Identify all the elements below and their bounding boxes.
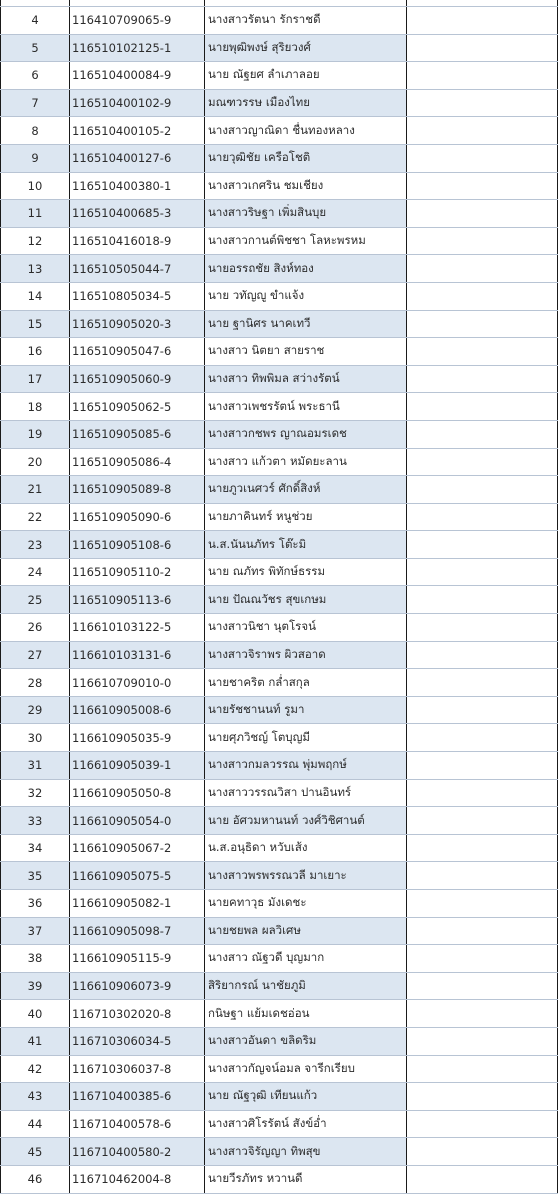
table-row[interactable] (1, 393, 558, 421)
table-row[interactable] (1, 779, 558, 807)
table-row[interactable] (1, 227, 558, 255)
row-number-cell[interactable]: 44 (1, 1110, 70, 1138)
student-id-cell[interactable]: 116610906073-9 (70, 972, 205, 1000)
table-row[interactable] (1, 917, 558, 945)
student-id-cell[interactable]: 116610103131-6 (70, 641, 205, 669)
student-id-cell[interactable]: 116510505044-7 (70, 255, 205, 283)
student-name-cell[interactable]: นายวุฒิชัย เครือโชติ (205, 144, 407, 172)
student-id-cell[interactable]: 116510400127-6 (70, 144, 205, 172)
student-id-cell[interactable]: 116510905110-2 (70, 558, 205, 586)
empty-cell[interactable] (407, 696, 558, 724)
student-id-cell[interactable]: 116510400102-9 (70, 89, 205, 117)
student-name-cell[interactable]: นางสาววรรณวิสา ปานอินทร์ (205, 779, 407, 807)
empty-cell[interactable] (407, 1055, 558, 1083)
table-row[interactable] (1, 144, 558, 172)
row-number-cell[interactable]: 15 (1, 310, 70, 338)
student-name-cell[interactable]: กนิษฐา แย้มเดชอ่อน (205, 1000, 407, 1028)
table-row[interactable] (1, 1138, 558, 1166)
row-number-cell[interactable]: 35 (1, 862, 70, 890)
student-name-cell[interactable]: นางสาวนิชา นุตโรจน์ (205, 614, 407, 642)
student-id-cell[interactable]: 116610709010-0 (70, 669, 205, 697)
empty-cell[interactable] (407, 144, 558, 172)
row-number-cell[interactable]: 41 (1, 1027, 70, 1055)
table-row[interactable] (1, 752, 558, 780)
empty-cell[interactable] (407, 172, 558, 200)
row-number-cell[interactable]: 46 (1, 1165, 70, 1193)
row-number-cell[interactable]: 38 (1, 945, 70, 973)
empty-cell[interactable] (407, 89, 558, 117)
table-row[interactable] (1, 34, 558, 62)
row-number-cell[interactable]: 12 (1, 227, 70, 255)
empty-cell[interactable] (407, 200, 558, 228)
table-row[interactable] (1, 641, 558, 669)
student-name-cell[interactable]: นายพุฒิพงษ์ สุริยวงศ์ (205, 34, 407, 62)
table-row[interactable] (1, 1165, 558, 1193)
student-id-cell[interactable]: 116610905035-9 (70, 724, 205, 752)
empty-cell[interactable] (407, 669, 558, 697)
table-row[interactable] (1, 1083, 558, 1111)
row-number-cell[interactable]: 43 (1, 1083, 70, 1111)
student-name-cell[interactable]: นางสาวอันดา ขลิดริม (205, 1027, 407, 1055)
table-row[interactable] (1, 420, 558, 448)
row-number-cell[interactable]: 5 (1, 34, 70, 62)
table-row[interactable] (1, 945, 558, 973)
student-name-cell[interactable]: มณฑวรรษ เมืองไทย (205, 89, 407, 117)
student-id-cell[interactable]: 116610905039-1 (70, 752, 205, 780)
empty-cell[interactable] (407, 1110, 558, 1138)
empty-cell[interactable] (407, 393, 558, 421)
table-row[interactable] (1, 614, 558, 642)
empty-cell[interactable] (407, 752, 558, 780)
student-id-cell[interactable]: 116610905050-8 (70, 779, 205, 807)
student-name-cell[interactable]: นายอรรถชัย สิงห์ทอง (205, 255, 407, 283)
row-number-cell[interactable]: 20 (1, 448, 70, 476)
student-name-cell[interactable]: นางสาวกชพร ญาณอมรเดช (205, 420, 407, 448)
student-name-cell[interactable]: นายศุภวิชญ์ โตบุญมี (205, 724, 407, 752)
row-number-cell[interactable]: 18 (1, 393, 70, 421)
student-id-cell[interactable]: 116710462004-8 (70, 1165, 205, 1193)
student-id-cell[interactable]: 116610905115-9 (70, 945, 205, 973)
empty-cell[interactable] (407, 7, 558, 35)
table-row[interactable] (1, 282, 558, 310)
student-id-cell[interactable]: 116710400578-6 (70, 1110, 205, 1138)
table-row[interactable] (1, 1055, 558, 1083)
row-number-cell[interactable]: 42 (1, 1055, 70, 1083)
student-name-cell[interactable]: นางสาว แก้วตา หมัดยะลาน (205, 448, 407, 476)
student-name-cell[interactable]: นางสาว ณัฐวดี บุญมาก (205, 945, 407, 973)
empty-cell[interactable] (407, 641, 558, 669)
row-number-cell[interactable]: 9 (1, 144, 70, 172)
empty-cell[interactable] (407, 282, 558, 310)
student-name-cell[interactable]: นายภูวเนศวร์ ศักดิ์สิงห์ (205, 476, 407, 504)
table-row[interactable] (1, 890, 558, 918)
student-name-cell[interactable]: นายชาคริต กล่ำสกุล (205, 669, 407, 697)
student-id-cell[interactable]: 116510400105-2 (70, 117, 205, 145)
student-name-cell[interactable]: นาย ณัฐวุฒิ เทียนแก้ว (205, 1083, 407, 1111)
empty-cell[interactable] (407, 117, 558, 145)
table-row[interactable] (1, 62, 558, 90)
empty-cell[interactable] (407, 779, 558, 807)
student-name-cell[interactable]: นางสาวเกศริน ชมเชียง (205, 172, 407, 200)
student-name-cell[interactable]: นางสาว ทิพพิมล สว่างรัตน์ (205, 365, 407, 393)
student-id-cell[interactable]: 116610905098-7 (70, 917, 205, 945)
empty-cell[interactable] (407, 62, 558, 90)
student-name-cell[interactable]: นางสาวจิราพร ผิวสอาด (205, 641, 407, 669)
table-row[interactable] (1, 531, 558, 559)
student-name-cell[interactable]: นางสาวเพชรรัตน์ พระธานี (205, 393, 407, 421)
student-name-cell[interactable]: นายรัชชานนท์ รูมา (205, 696, 407, 724)
student-name-cell[interactable]: น.ส.อนุธิดา หวับเส้ง (205, 834, 407, 862)
empty-cell[interactable] (407, 614, 558, 642)
student-id-cell[interactable]: 116710306037-8 (70, 1055, 205, 1083)
row-number-cell[interactable]: 28 (1, 669, 70, 697)
student-name-cell[interactable]: นาย วทัญญู ขำแจ้ง (205, 282, 407, 310)
table-row[interactable] (1, 503, 558, 531)
table-row[interactable] (1, 586, 558, 614)
student-id-cell[interactable]: 116410709065-9 (70, 7, 205, 35)
table-row[interactable] (1, 724, 558, 752)
student-name-cell[interactable]: นางสาวจิรัญญา ทิพสุข (205, 1138, 407, 1166)
empty-cell[interactable] (407, 338, 558, 366)
row-number-cell[interactable]: 30 (1, 724, 70, 752)
student-id-cell[interactable]: 116510400380-1 (70, 172, 205, 200)
student-id-cell[interactable]: 116610905082-1 (70, 890, 205, 918)
empty-cell[interactable] (407, 365, 558, 393)
empty-cell[interactable] (407, 34, 558, 62)
student-name-cell[interactable]: นางสาวศิโรรัตน์ สังข์อ่ำ (205, 1110, 407, 1138)
empty-cell[interactable] (407, 945, 558, 973)
row-number-cell[interactable]: 10 (1, 172, 70, 200)
student-name-cell[interactable]: นาย ณัฐยศ ลำเภาลอย (205, 62, 407, 90)
student-name-cell[interactable]: นาย ฐานิศร นาคเทวี (205, 310, 407, 338)
student-id-cell[interactable]: 116610905054-0 (70, 807, 205, 835)
student-id-cell[interactable]: 116510905060-9 (70, 365, 205, 393)
row-number-cell[interactable]: 26 (1, 614, 70, 642)
student-id-cell[interactable]: 116510905090-6 (70, 503, 205, 531)
student-name-cell[interactable]: นางสาวกานต์พิชชา โลหะพรหม (205, 227, 407, 255)
table-row[interactable] (1, 117, 558, 145)
empty-cell[interactable] (407, 972, 558, 1000)
table-row[interactable] (1, 365, 558, 393)
table-row[interactable] (1, 448, 558, 476)
student-name-cell[interactable]: นายชยพล ผลวิเศษ (205, 917, 407, 945)
row-number-cell[interactable]: 39 (1, 972, 70, 1000)
table-row[interactable] (1, 1000, 558, 1028)
student-id-cell[interactable]: 116510905113-6 (70, 586, 205, 614)
table-row[interactable] (1, 862, 558, 890)
table-row[interactable] (1, 972, 558, 1000)
table-row[interactable] (1, 1027, 558, 1055)
row-number-cell[interactable]: 31 (1, 752, 70, 780)
row-number-cell[interactable]: 23 (1, 531, 70, 559)
empty-cell[interactable] (407, 586, 558, 614)
empty-cell[interactable] (407, 807, 558, 835)
table-row[interactable] (1, 669, 558, 697)
roster-body (1, 0, 558, 1193)
empty-cell[interactable] (407, 476, 558, 504)
row-number-cell[interactable]: 19 (1, 420, 70, 448)
empty-cell[interactable] (407, 310, 558, 338)
empty-cell[interactable] (407, 420, 558, 448)
student-id-cell[interactable]: 116510805034-5 (70, 282, 205, 310)
empty-cell[interactable] (407, 227, 558, 255)
student-name-cell[interactable]: นาย ปัณณวัชร สุขเกษม (205, 586, 407, 614)
student-id-cell[interactable]: 116510905089-8 (70, 476, 205, 504)
table-row[interactable] (1, 1110, 558, 1138)
table-row[interactable] (1, 172, 558, 200)
student-name-cell[interactable]: นางสาวริษฐา เพิ่มสินบุย (205, 200, 407, 228)
student-id-cell[interactable]: 116510400685-3 (70, 200, 205, 228)
student-id-cell[interactable]: 116510905062-5 (70, 393, 205, 421)
empty-cell[interactable] (407, 834, 558, 862)
table-row[interactable] (1, 834, 558, 862)
table-row[interactable] (1, 807, 558, 835)
empty-cell[interactable] (407, 890, 558, 918)
empty-cell[interactable] (407, 917, 558, 945)
student-name-cell[interactable]: สิริยากรณ์ นาชัยภูมิ (205, 972, 407, 1000)
student-id-cell[interactable]: 116710400385-6 (70, 1083, 205, 1111)
empty-cell[interactable] (407, 255, 558, 283)
table-row[interactable] (1, 338, 558, 366)
empty-cell[interactable] (407, 503, 558, 531)
empty-cell[interactable] (407, 724, 558, 752)
student-id-cell[interactable]: 116510416018-9 (70, 227, 205, 255)
table-row[interactable] (1, 255, 558, 283)
student-id-cell[interactable]: 116510400084-9 (70, 62, 205, 90)
student-name-cell[interactable]: นางสาว นิตยา สายราช (205, 338, 407, 366)
row-number-cell[interactable]: 27 (1, 641, 70, 669)
row-number-cell[interactable]: 37 (1, 917, 70, 945)
table-row[interactable] (1, 696, 558, 724)
student-name-cell[interactable]: นายคทาวุธ มังเดชะ (205, 890, 407, 918)
student-name-cell[interactable]: นาย อัศวมหานนท์ วงศ์วิชิศานต์ (205, 807, 407, 835)
empty-cell[interactable] (407, 448, 558, 476)
row-number-cell[interactable]: 7 (1, 89, 70, 117)
table-row[interactable] (1, 310, 558, 338)
student-name-cell[interactable]: นางสาวกมลวรรณ พุ่มพฤกษ์ (205, 752, 407, 780)
row-number-cell[interactable]: 21 (1, 476, 70, 504)
row-number-cell[interactable]: 8 (1, 117, 70, 145)
empty-cell[interactable] (407, 1165, 558, 1193)
student-name-cell[interactable]: นางสาวพรพรรณวลี มาเยาะ (205, 862, 407, 890)
table-row[interactable] (1, 7, 558, 35)
student-name-cell[interactable]: นายภาคินทร์ หนูช่วย (205, 503, 407, 531)
empty-cell[interactable] (407, 1027, 558, 1055)
student-id-cell[interactable]: 116510905020-3 (70, 310, 205, 338)
row-number-cell[interactable]: 16 (1, 338, 70, 366)
row-number-cell[interactable]: 45 (1, 1138, 70, 1166)
student-id-cell[interactable]: 116510905085-6 (70, 420, 205, 448)
row-number-cell[interactable]: 4 (1, 7, 70, 35)
empty-cell[interactable] (407, 531, 558, 559)
row-number-cell[interactable]: 17 (1, 365, 70, 393)
row-number-cell[interactable]: 6 (1, 62, 70, 90)
student-id-cell[interactable]: 116510905108-6 (70, 531, 205, 559)
empty-cell[interactable] (407, 558, 558, 586)
student-name-cell[interactable]: นางสาวรัตนา รักราชดี (205, 7, 407, 35)
student-id-cell[interactable]: 116510905086-4 (70, 448, 205, 476)
student-id-cell[interactable]: 116710302020-8 (70, 1000, 205, 1028)
student-id-cell[interactable]: 116610905067-2 (70, 834, 205, 862)
student-id-cell[interactable]: 116610103122-5 (70, 614, 205, 642)
student-name-cell[interactable]: นาย ณภัทร พิทักษ์ธรรม (205, 558, 407, 586)
row-number-cell[interactable]: 34 (1, 834, 70, 862)
student-name-cell[interactable]: น.ส.นันนภัทร โต๊ะมิ (205, 531, 407, 559)
empty-cell[interactable] (407, 1083, 558, 1111)
table-row[interactable] (1, 89, 558, 117)
row-number-cell[interactable]: 24 (1, 558, 70, 586)
row-number-cell[interactable]: 25 (1, 586, 70, 614)
row-number-cell[interactable]: 32 (1, 779, 70, 807)
row-number-cell[interactable]: 36 (1, 890, 70, 918)
student-id-cell[interactable]: 116510905047-6 (70, 338, 205, 366)
student-name-cell[interactable]: นางสาวญาณิดา ชื่นทองหลาง (205, 117, 407, 145)
table-row[interactable] (1, 558, 558, 586)
row-number-cell[interactable]: 14 (1, 282, 70, 310)
row-number-cell[interactable]: 33 (1, 807, 70, 835)
student-id-cell[interactable]: 116710400580-2 (70, 1138, 205, 1166)
student-id-cell[interactable]: 116610905008-6 (70, 696, 205, 724)
empty-cell[interactable] (407, 1138, 558, 1166)
student-id-cell[interactable]: 116510102125-1 (70, 34, 205, 62)
row-number-cell[interactable]: 40 (1, 1000, 70, 1028)
student-name-cell[interactable]: นางสาวกัญจน์อมล จารีกเรียบ (205, 1055, 407, 1083)
table-row[interactable] (1, 200, 558, 228)
empty-cell[interactable] (407, 862, 558, 890)
row-number-cell[interactable]: 29 (1, 696, 70, 724)
student-id-cell[interactable]: 116610905075-5 (70, 862, 205, 890)
empty-cell[interactable] (407, 1000, 558, 1028)
row-number-cell[interactable]: 22 (1, 503, 70, 531)
table-row[interactable] (1, 476, 558, 504)
student-name-cell[interactable]: นายวีรภัทร หวานดี (205, 1165, 407, 1193)
student-id-cell[interactable]: 116710306034-5 (70, 1027, 205, 1055)
row-number-cell[interactable]: 13 (1, 255, 70, 283)
row-number-cell[interactable]: 11 (1, 200, 70, 228)
